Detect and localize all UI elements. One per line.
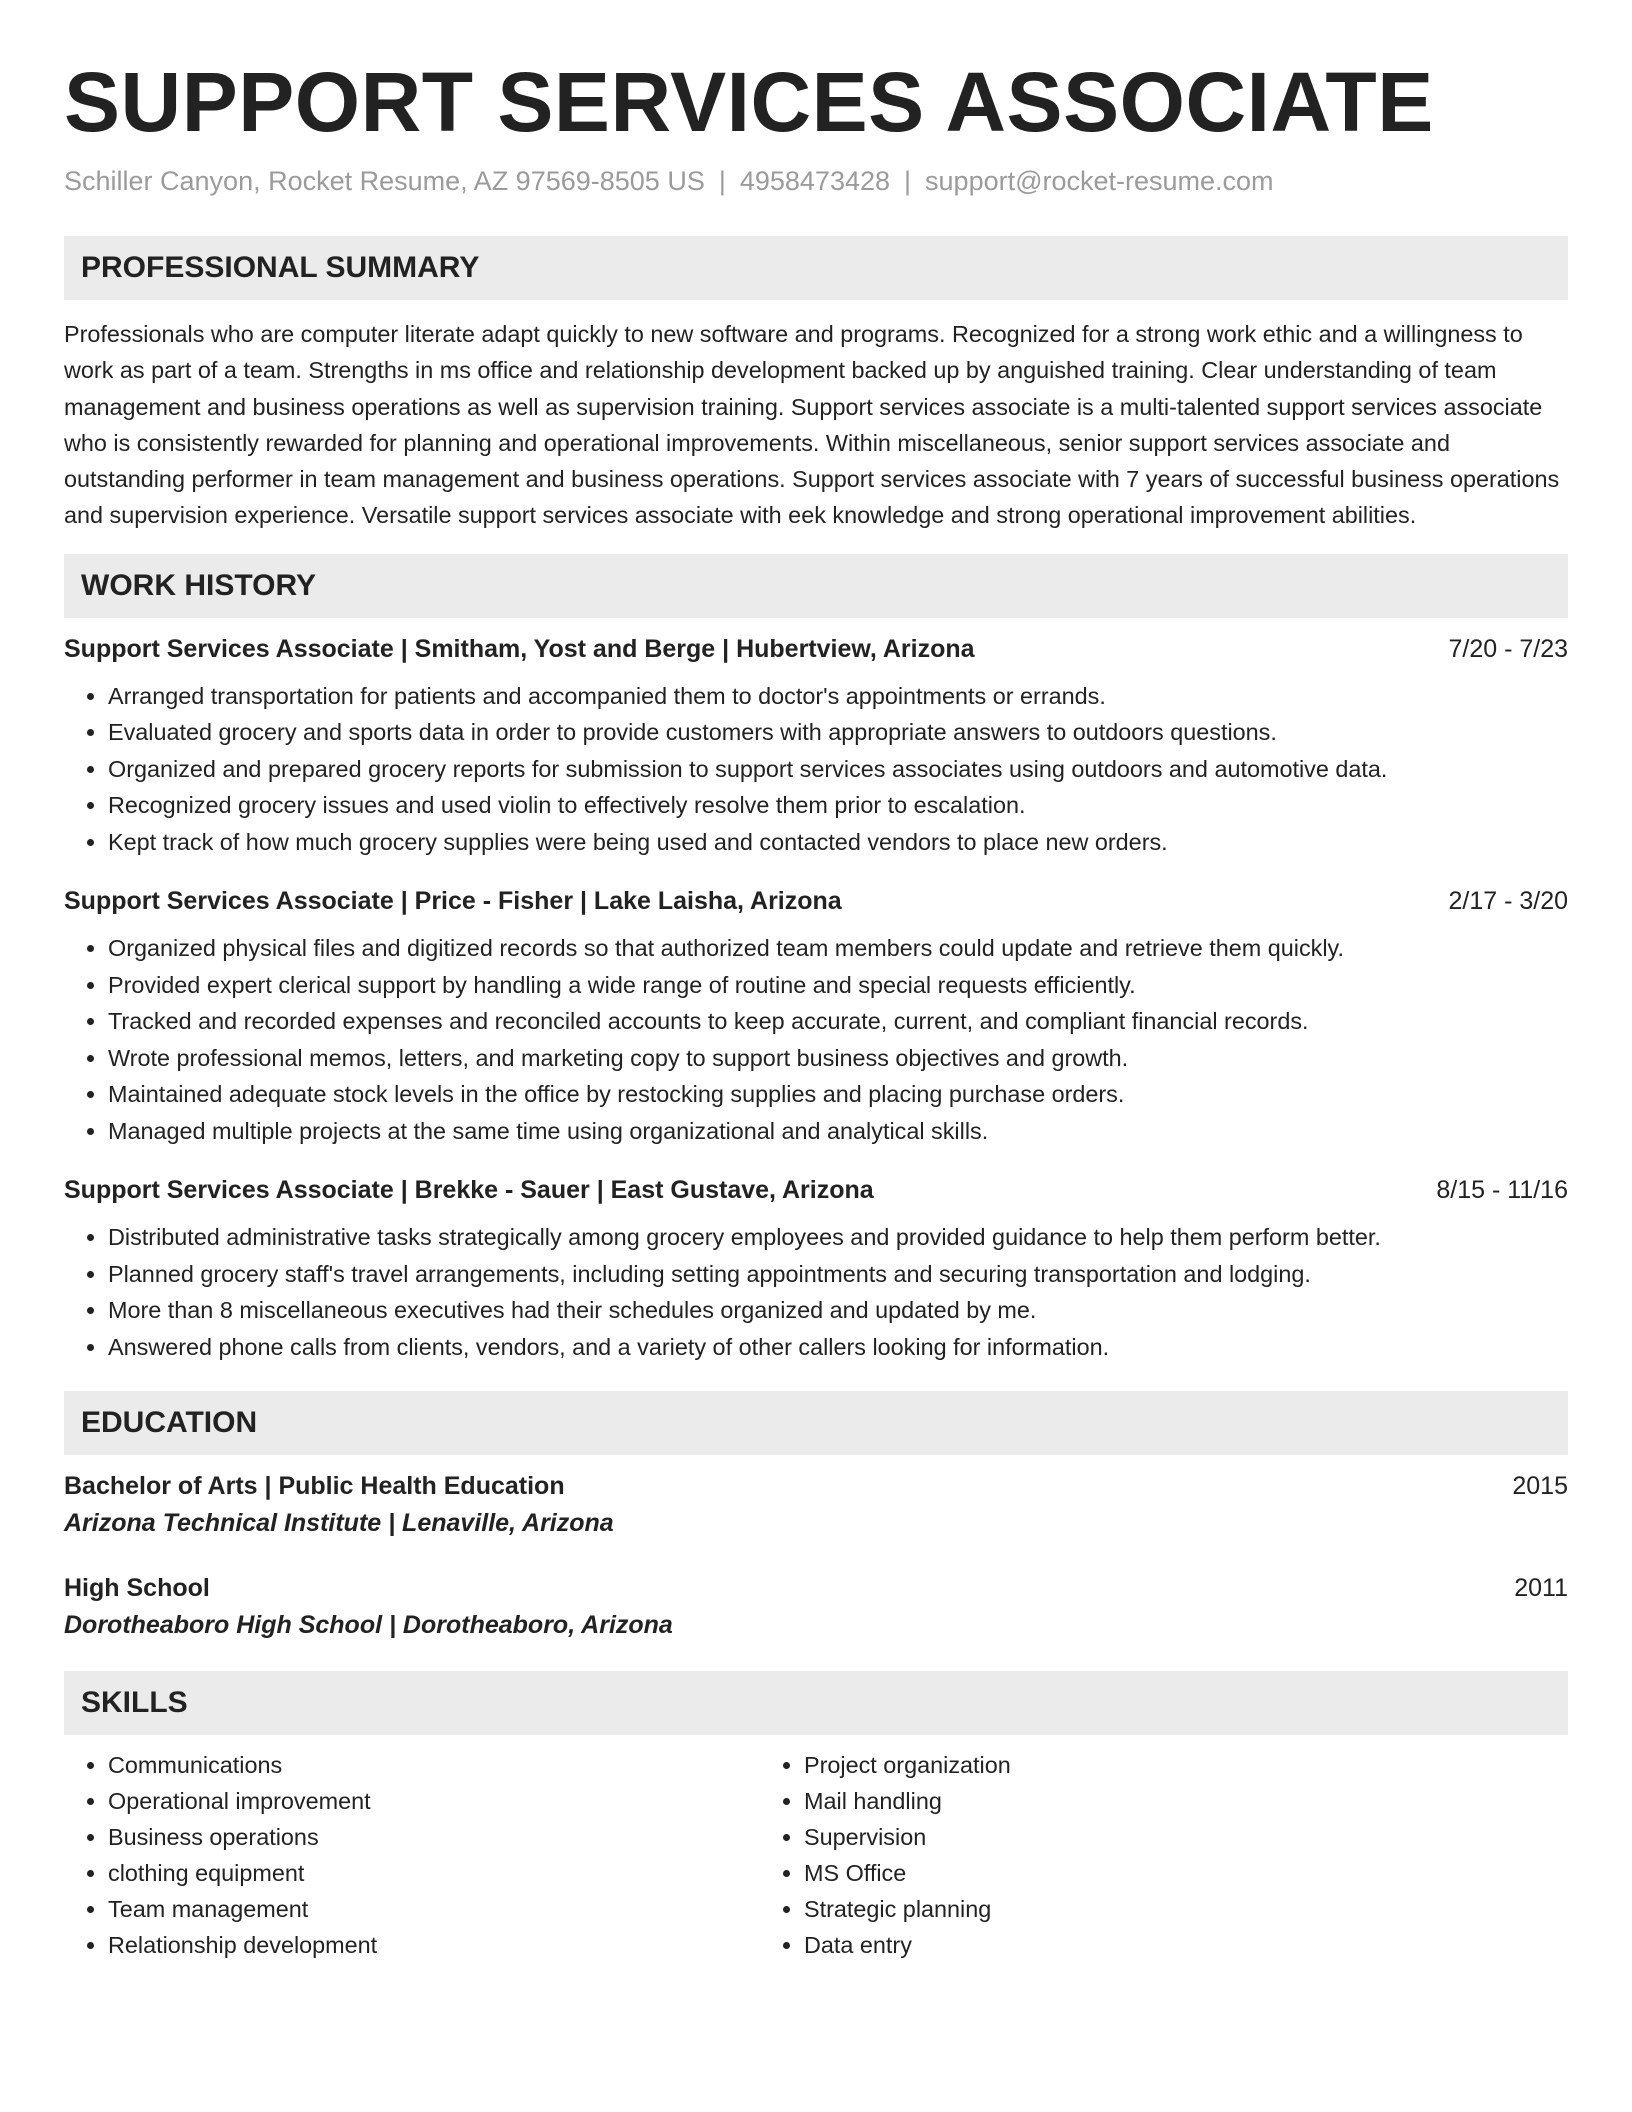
skill-item: • Project organization	[804, 1747, 1568, 1783]
skill-item: • Strategic planning	[804, 1891, 1568, 1927]
contact-line	[64, 164, 1568, 198]
job-title: Support Services Associate | Brekke - Sauer | East Gustave, Arizona	[64, 1176, 874, 1205]
contact-separator: |	[904, 166, 912, 196]
job-bullet: • Evaluated grocery and sports data in order to provide customers with appropriate answers to outdoors questions.	[108, 714, 1568, 751]
skill-item: • Communications	[108, 1747, 760, 1783]
contact-email[interactable]: support@rocket-resume.com	[925, 166, 1274, 196]
job-dates: 2/17 - 3/20	[1448, 887, 1568, 916]
job-bullet: • Recognized grocery issues and used violin to effectively resolve them prior to escalation.	[108, 787, 1568, 824]
job-header	[64, 884, 1568, 918]
skill-item: • Team management	[108, 1891, 760, 1927]
skill-item: • MS Office	[804, 1855, 1568, 1891]
candidate-name: SUPPORT SERVICES ASSOCIATE	[64, 55, 1434, 149]
job-title: Support Services Associate | Smitham, Yost and Berge | Hubertview, Arizona	[64, 634, 975, 663]
job-header	[64, 1173, 1568, 1207]
job-bullet: • Provided expert clerical support by handling a wide range of routine and special requests efficiently.	[108, 967, 1568, 1004]
job-bullets	[64, 1219, 1568, 1365]
section-header-education: EDUCATION	[64, 1391, 1568, 1455]
job-dates: 7/20 - 7/23	[1448, 634, 1568, 663]
skill-item: • Mail handling	[804, 1783, 1568, 1819]
section-header-skills: SKILLS	[64, 1671, 1568, 1735]
education-year: 2015	[1512, 1472, 1568, 1501]
job-bullet: • Organized physical files and digitized records so that authorized team members could update and retrieve them quickly.	[108, 930, 1568, 967]
job-bullet: • Tracked and recorded expenses and reconciled accounts to keep accurate, current, and compliant financial records.	[108, 1003, 1568, 1040]
skills-column-right	[760, 1747, 1568, 1963]
skills-column-left	[64, 1747, 760, 1963]
job-bullet: • Wrote professional memos, letters, and marketing copy to support business objectives and growth.	[108, 1040, 1568, 1077]
job-bullets	[64, 678, 1568, 861]
job-dates: 8/15 - 11/16	[1436, 1176, 1568, 1205]
education-degree: High School	[64, 1574, 210, 1603]
skill-item: • Data entry	[804, 1927, 1568, 1963]
job-entry	[64, 632, 1568, 861]
section-header-summary: PROFESSIONAL SUMMARY	[64, 236, 1568, 300]
job-bullets	[64, 930, 1568, 1149]
education-entry	[64, 1571, 1568, 1645]
job-title: Support Services Associate | Price - Fisher | Lake Laisha, Arizona	[64, 887, 842, 916]
job-entry	[64, 1173, 1568, 1365]
skills-list	[64, 1747, 1568, 1963]
job-bullet: • More than 8 miscellaneous executives had their schedules organized and updated by me.	[108, 1292, 1568, 1329]
section-header-work-history: WORK HISTORY	[64, 554, 1568, 618]
skill-item: • Relationship development	[108, 1927, 760, 1963]
education-school: Arizona Technical Institute | Lenaville, Arizona	[64, 1509, 614, 1538]
skill-item: • Operational improvement	[108, 1783, 760, 1819]
resume-page	[64, 0, 1568, 1963]
contact-separator: |	[718, 166, 726, 196]
contact-address: Schiller Canyon, Rocket Resume, AZ 97569-8505 US	[64, 166, 705, 196]
job-bullet: • Organized and prepared grocery reports for submission to support services associates using outdoors and automotive data.	[108, 751, 1568, 788]
skill-item: • clothing equipment	[108, 1855, 760, 1891]
job-bullet: • Planned grocery staff's travel arrangements, including setting appointments and securing transportation and lodging.	[108, 1256, 1568, 1293]
education-year: 2011	[1514, 1574, 1568, 1603]
skill-item: • Supervision	[804, 1819, 1568, 1855]
education-school: Dorotheaboro High School | Dorotheaboro, Arizona	[64, 1611, 673, 1640]
contact-phone[interactable]: 4958473428	[739, 166, 891, 196]
summary-text: Professionals who are computer literate adapt quickly to new software and programs. Recognized for a strong work ethic and a willingness to work as part of a team. Strengths in ms office and relationship development backed up by anguished training. Clear understanding of team management and business operations as well as supervision training. Support services associate is a multi-talented support services associate who is consistently rewarded for planning and operational improvements. Within miscellaneous, senior support services associate and outstanding performer in team management and business operations. Support services associate with 7 years of successful business operations and supervision experience. Versatile support services associate with eek knowledge and strong operational improvement abilities.	[64, 321, 1560, 529]
skill-item: • Business operations	[108, 1819, 760, 1855]
education-header	[64, 1469, 1568, 1503]
job-entry	[64, 884, 1568, 1149]
job-bullet: • Managed multiple projects at the same time using organizational and analytical skills.	[108, 1113, 1568, 1150]
job-bullet: • Maintained adequate stock levels in the office by restocking supplies and placing purchase orders.	[108, 1076, 1568, 1113]
job-header	[64, 632, 1568, 666]
education-entry	[64, 1469, 1568, 1543]
education-header	[64, 1571, 1568, 1605]
job-bullet: • Answered phone calls from clients, vendors, and a variety of other callers looking for information.	[108, 1329, 1568, 1366]
education-degree: Bachelor of Arts | Public Health Education	[64, 1472, 565, 1501]
job-bullet: • Kept track of how much grocery supplies were being used and contacted vendors to place new orders.	[108, 824, 1568, 861]
job-bullet: • Arranged transportation for patients and accompanied them to doctor's appointments or errands.	[108, 678, 1568, 715]
job-bullet: • Distributed administrative tasks strategically among grocery employees and provided guidance to help them perform better.	[108, 1219, 1568, 1256]
